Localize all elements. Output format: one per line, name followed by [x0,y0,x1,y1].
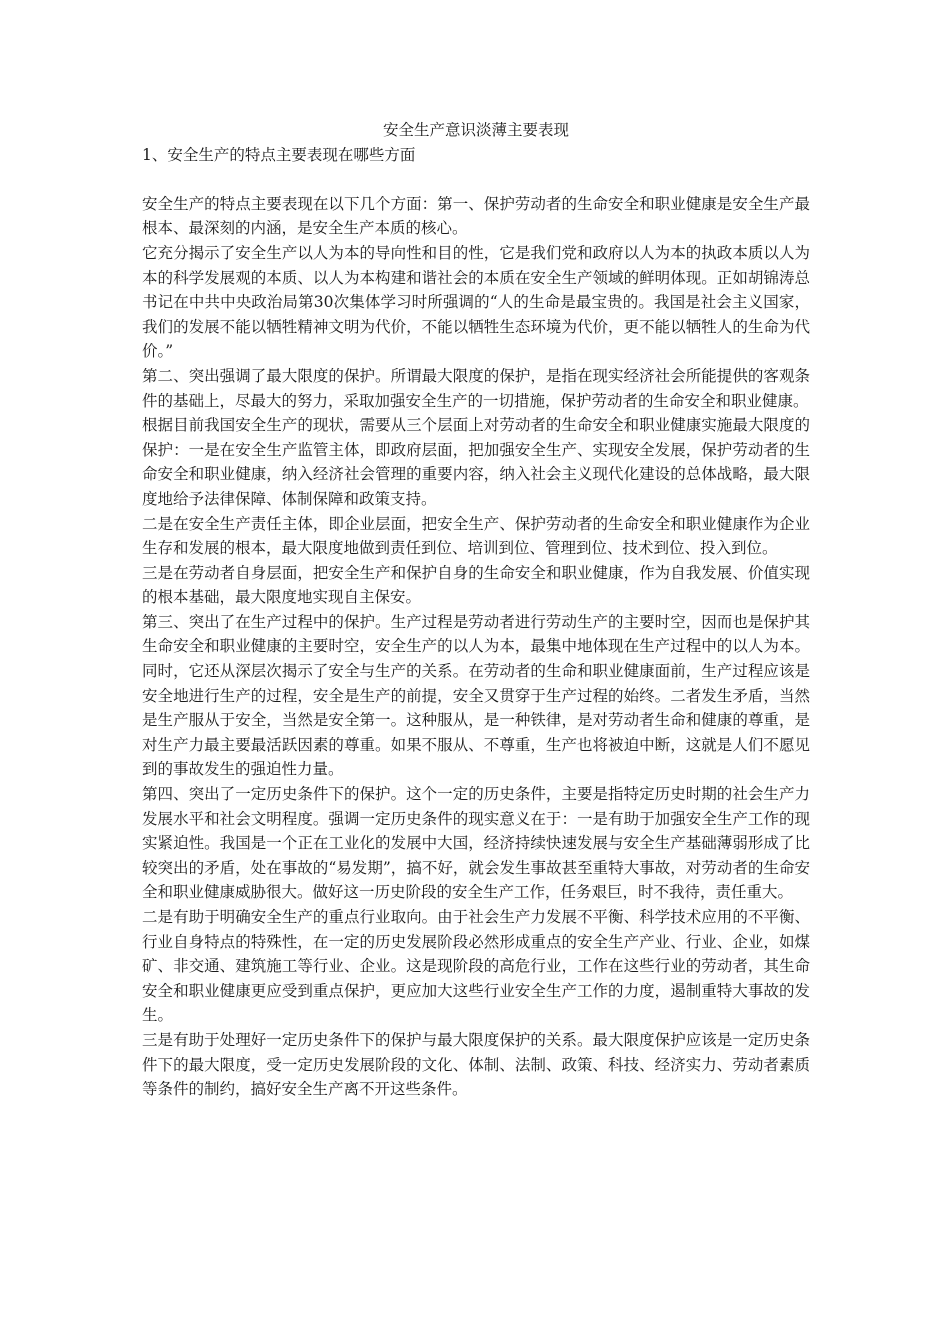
blank-line [142,167,810,192]
paragraph: 三是有助于处理好一定历史条件下的保护与最大限度保护的关系。最大限度保护应该是一定历史条件下的最大限度，受一定历史发展阶段的文化、体制、法制、政策、科技、经济实力、劳动者素质等条件的制约，搞好安全生产离不开这些条件。 [142,1030,810,1099]
document-body [142,118,810,1102]
paragraph: 它充分揭示了安全生产以人为本的导向性和目的性，它是我们党和政府以人为本的执政本质以人为本的科学发展观的本质、以人为本构建和谐社会的本质在安全生产领域的鲜明体现。正如胡锦涛总书记在中共中央政治局第30次集体学习时所强调的“人的生命是最宝贵的。我国是社会主义国家，我们的发展不能以牺牲精神文明为代价，不能以牺牲生态环境为代价，更不能以牺牲人的生命为代价。” [142,243,810,361]
paragraph: 安全生产的特点主要表现在以下几个方面：第一、保护劳动者的生命安全和职业健康是安全生产最根本、最深刻的内涵，是安全生产本质的核心。 [142,194,810,238]
paragraph: 根据目前我国安全生产的现状，需要从三个层面上对劳动者的生命安全和职业健康实施最大限度的保护：一是在安全生产监管主体，即政府层面，把加强安全生产、实现安全发展，保护劳动者的生命安全和职业健康，纳入经济社会管理的重要内容，纳入社会主义现代化建设的总体战略，最大限度地给予法律保障、体制保障和政策支持。 [142,416,810,508]
paragraph: 第二、突出强调了最大限度的保护。所谓最大限度的保护，是指在现实经济社会所能提供的客观条件的基础上，尽最大的努力，采取加强安全生产的一切措施，保护劳动者的生命安全和职业健康。 [142,366,810,410]
section-heading: 1、安全生产的特点主要表现在哪些方面 [142,145,416,164]
paragraph: 二是有助于明确安全生产的重点行业取向。由于社会生产力发展不平衡、科学技术应用的不平衡、行业自身特点的特殊性，在一定的历史发展阶段必然形成重点的安全生产产业、行业、企业，如煤矿、非交通、建筑施工等行业、企业。这是现阶段的高危行业，工作在这些行业的劳动者，其生命安全和职业健康更应受到重点保护，更应加大这些行业安全生产工作的力度，遏制重特大事故的发生。 [142,908,810,1025]
paragraph: 三是在劳动者自身层面，把安全生产和保护自身的生命安全和职业健康，作为自我发展、价值实现的根本基础，最大限度地实现自主保安。 [142,563,810,607]
paragraph: 第四、突出了一定历史条件下的保护。这个一定的历史条件，主要是指特定历史时期的社会生产力发展水平和社会文明程度。强调一定历史条件的现实意义在于：一是有助于加强安全生产工作的现实紧迫性。我国是一个正在工业化的发展中大国，经济持续快速发展与安全生产基础薄弱形成了比较突出的矛盾，处在事故的“易发期”，搞不好，就会发生事故甚至重特大事故，对劳动者的生命安全和职业健康威胁很大。做好这一历史阶段的安全生产工作，任务艰巨，时不我待，责任重大。 [142,785,810,902]
document-title: 安全生产意识淡薄主要表现 [382,121,569,139]
paragraph: 第三、突出了在生产过程中的保护。生产过程是劳动者进行劳动生产的主要时空，因而也是保护其生命安全和职业健康的主要时空，安全生产的以人为本，最集中地体现在生产过程中的以人为本。同时，它还从深层次揭示了安全与生产的关系。在劳动者的生命和职业健康面前，生产过程应该是安全地进行生产的过程，安全是生产的前提，安全又贯穿于生产过程的始终。二者发生矛盾，当然是生产服从于安全，当然是安全第一。这种服从，是一种铁律，是对劳动者生命和健康的尊重，是对生产力最主要最活跃因素的尊重。如果不服从、不尊重，生产也将被迫中断，这就是人们不愿见到的事故发生的强迫性力量。 [142,612,810,779]
paragraph: 二是在安全生产责任主体，即企业层面，把安全生产、保护劳动者的生命安全和职业健康作为企业生存和发展的根本，最大限度地做到责任到位、培训到位、管理到位、技术到位、投入到位。 [142,514,810,558]
